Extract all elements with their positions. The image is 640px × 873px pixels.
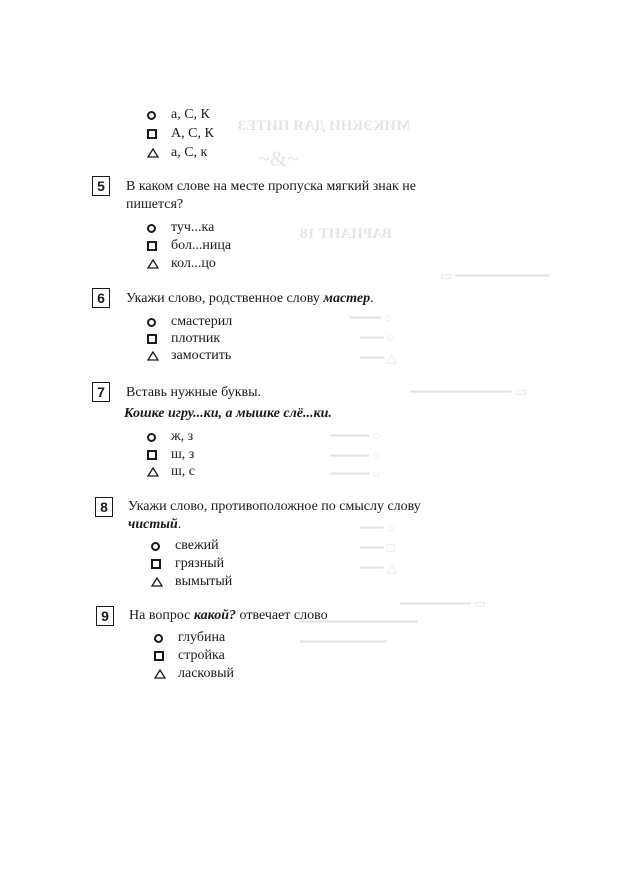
option-label: А, С, К <box>171 126 214 141</box>
question-text: Укажи слово, родственное слову мастер. <box>126 291 374 306</box>
question-text: На вопрос какой? отвечает слово <box>129 608 328 623</box>
key-word: какой? <box>193 608 237 623</box>
question-number: 8 <box>95 497 113 517</box>
answer-option[interactable] <box>154 629 225 647</box>
option-label: а, С, к <box>171 145 208 160</box>
square-icon <box>154 651 164 661</box>
key-word: чистый <box>128 517 178 532</box>
triangle-icon <box>147 259 159 269</box>
question-number: 6 <box>92 288 110 308</box>
option-label: ш, с <box>171 464 195 479</box>
answer-option[interactable] <box>147 106 210 124</box>
answer-option[interactable] <box>147 125 214 143</box>
triangle-icon <box>147 467 159 477</box>
option-label: замостить <box>171 348 232 363</box>
answer-option[interactable] <box>147 330 220 348</box>
answer-option[interactable] <box>154 665 234 683</box>
circle-icon <box>147 318 156 327</box>
answer-option[interactable] <box>147 446 194 464</box>
option-label: туч...ка <box>171 220 215 235</box>
answer-option[interactable] <box>154 647 225 665</box>
square-icon <box>147 129 157 139</box>
option-label: плотник <box>171 331 221 346</box>
square-icon <box>151 559 161 569</box>
answer-option[interactable] <box>151 555 224 573</box>
circle-icon <box>147 111 156 120</box>
answer-option[interactable] <box>151 537 219 555</box>
option-label: смастерил <box>171 314 233 329</box>
option-label: вымытый <box>175 574 233 589</box>
answer-option[interactable] <box>147 219 214 237</box>
option-label: ш, з <box>171 447 195 462</box>
option-label: ласковый <box>178 666 235 681</box>
option-label: глубина <box>178 630 226 645</box>
option-label: а, С, К <box>171 107 210 122</box>
triangle-icon <box>147 351 159 361</box>
square-icon <box>147 334 157 344</box>
option-label: грязный <box>175 556 225 571</box>
triangle-icon <box>147 148 159 158</box>
exercise-phrase: Кошке игру...ки, а мышке слё...ки. <box>124 406 332 421</box>
option-label: кол...цо <box>171 256 216 271</box>
square-icon <box>147 241 157 251</box>
answer-option[interactable] <box>147 428 193 446</box>
option-label: свежий <box>175 538 219 553</box>
circle-icon <box>147 433 156 442</box>
option-label: ж, з <box>171 429 194 444</box>
square-icon <box>147 450 157 460</box>
answer-option[interactable] <box>147 144 207 162</box>
key-word: мастер <box>323 291 371 306</box>
question-number: 7 <box>92 382 110 402</box>
triangle-icon <box>154 669 166 679</box>
circle-icon <box>154 634 163 643</box>
circle-icon <box>151 542 160 551</box>
circle-icon <box>147 224 156 233</box>
answer-option[interactable] <box>147 237 231 255</box>
question-text: Укажи слово, противоположное по смыслу слову чистый. <box>128 499 421 532</box>
answer-option[interactable] <box>147 347 231 365</box>
triangle-icon <box>151 577 163 587</box>
answer-option[interactable] <box>147 313 232 331</box>
option-label: стройка <box>178 648 225 663</box>
option-label: бол...ница <box>171 238 232 253</box>
answer-option[interactable] <box>151 573 232 591</box>
question-text: В каком слове на месте пропуска мягкий знак не пишется? <box>126 179 417 212</box>
answer-option[interactable] <box>147 255 216 273</box>
question-number: 5 <box>92 176 110 196</box>
question-text: Вставь нужные буквы. <box>126 385 262 400</box>
answer-option[interactable] <box>147 463 195 481</box>
question-number: 9 <box>96 606 114 626</box>
